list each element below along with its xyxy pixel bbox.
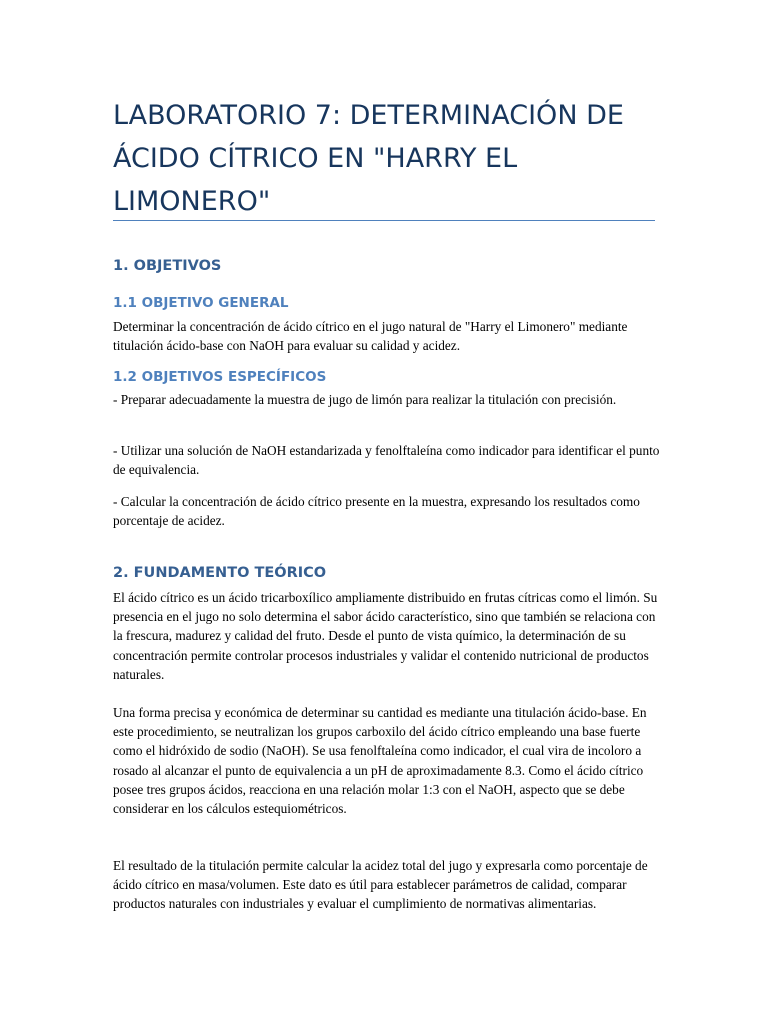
subsection-heading-objetivo-general: 1.1 OBJETIVO GENERAL bbox=[113, 295, 289, 311]
list-item-objetivo-especifico-2: - Utilizar una solución de NaOH estandarizada y fenolftaleína como indicador para identificar el punto de equivalencia. bbox=[113, 443, 660, 478]
subsection-heading-objetivos-especificos: 1.2 OBJETIVOS ESPECÍFICOS bbox=[113, 369, 327, 385]
title-divider bbox=[113, 220, 655, 221]
paragraph-fundamento-3: El resultado de la titulación permite calcular la acidez total del jugo y expresarla como porcentaje de ácido cítrico en masa/volumen. Este dato es útil para establecer parámetros de calidad, comparar productos naturales con industriales y evaluar el cumplimiento de normativas alimentarias. bbox=[113, 858, 648, 912]
paragraph-fundamento-2: Una forma precisa y económica de determinar su cantidad es mediante una titulación ácido-base. En este procedimiento, se neutralizan los grupos carboxilo del ácido cítrico empleando una base fuerte como el hidróxido de sodio (NaOH). Se usa fenolftaleína como indicador, el cual vira de incoloro a rosado al alcanzar el punto de equivalencia a un pH de aproximadamente 8.3. Como el ácido cítrico posee tres grupos ácidos, reacciona en una relación molar 1:3 con el NaOH, aspecto que se debe considerar en los cálculos estequiométricos. bbox=[113, 705, 647, 817]
list-item-objetivo-especifico-1: - Preparar adecuadamente la muestra de jugo de limón para realizar la titulación con precisión. bbox=[113, 392, 617, 407]
paragraph-fundamento-1: El ácido cítrico es un ácido tricarboxílico ampliamente distribuido en frutas cítricas como el limón. Su presencia en el jugo no solo determina el sabor ácido característico, sino que también se relaciona con la frescura, madurez y calidad del fruto. Desde el punto de vista químico, la determinación de su concentración permite controlar procesos industriales y validar el contenido nutricional de productos naturales. bbox=[113, 590, 658, 682]
section-heading-fundamento-teorico: 2. FUNDAMENTO TEÓRICO bbox=[113, 565, 327, 581]
list-item-objetivo-especifico-3: - Calcular la concentración de ácido cítrico presente en la muestra, expresando los resultados como porcentaje de acidez. bbox=[113, 494, 640, 529]
document-title: LABORATORIO 7: DETERMINACIÓN DE ÁCIDO CÍTRICO EN "HARRY EL LIMONERO" bbox=[113, 100, 624, 217]
section-heading-objetivos: 1. OBJETIVOS bbox=[113, 258, 222, 274]
paragraph-objetivo-general: Determinar la concentración de ácido cítrico en el jugo natural de "Harry el Limonero" mediante titulación ácido-base con NaOH para evaluar su calidad y acidez. bbox=[113, 319, 628, 354]
